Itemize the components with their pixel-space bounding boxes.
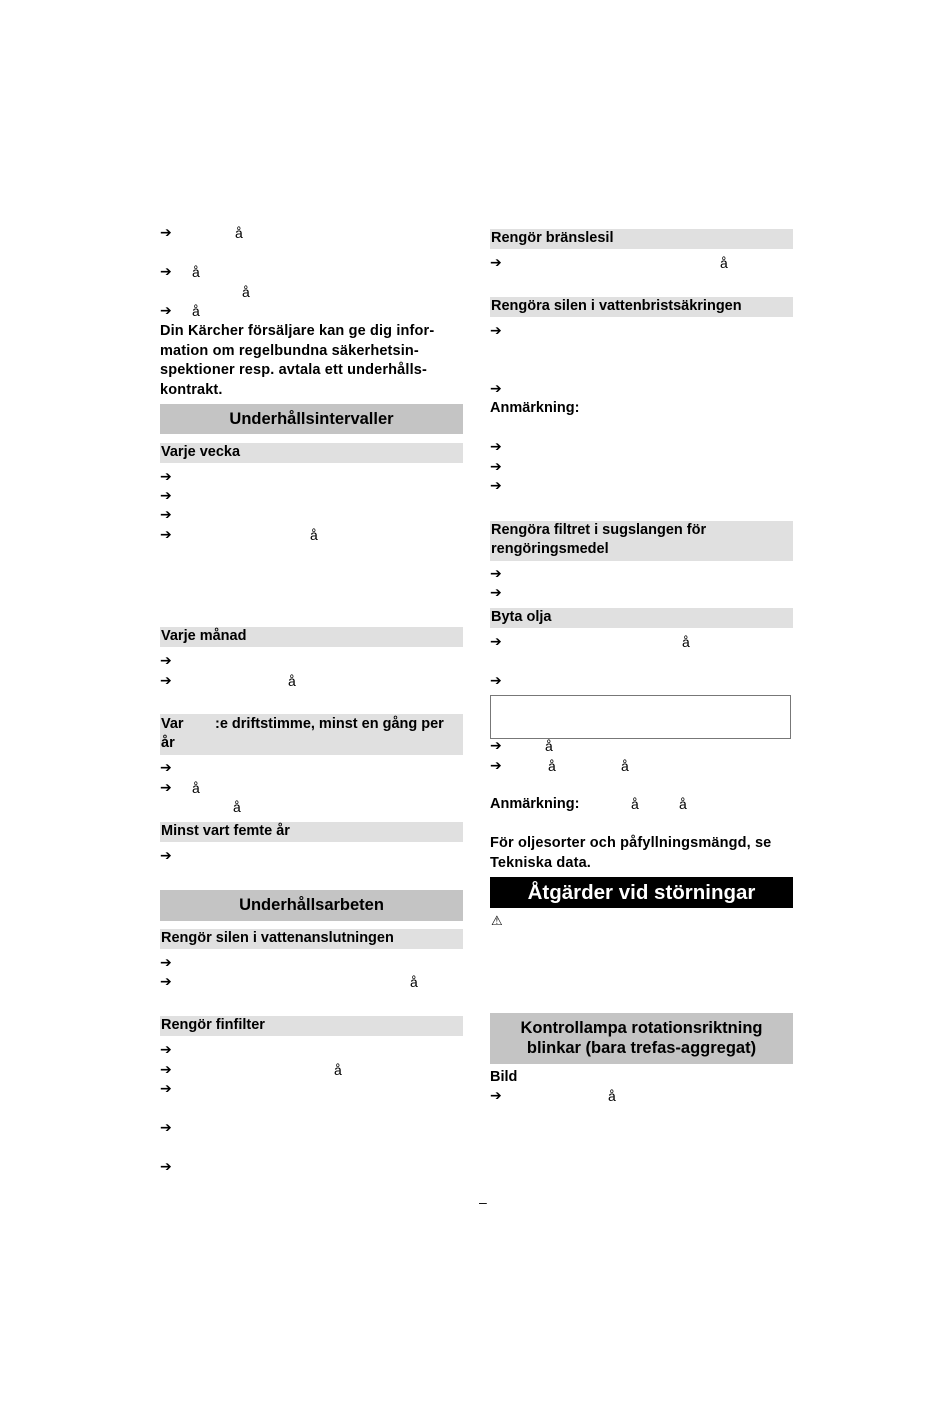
- subheading-oil-change: Byta olja: [490, 608, 793, 628]
- arrow-icon: ➔: [490, 758, 502, 774]
- subheading-water-connection-strainer: Rengör silen i vattenanslutningen: [160, 929, 463, 949]
- subheading-part: :e driftstimme, minst en gång per: [215, 716, 444, 732]
- arrow-icon: ➔: [160, 225, 172, 241]
- arrow-icon: ➔: [160, 974, 172, 990]
- paragraph-line: Din Kärcher försäljare kan ge dig infor-: [160, 323, 435, 339]
- heading-line: blinkar (bara trefas-aggregat): [526, 1039, 757, 1057]
- arrow-icon: ➔: [490, 738, 502, 754]
- subheading-water-shortage-strainer: Rengöra silen i vattenbristsäkringen: [490, 297, 793, 317]
- arrow-icon: ➔: [160, 1042, 172, 1058]
- section-heading-maintenance-intervals: Underhållsintervaller: [160, 404, 463, 434]
- glyph-fragment: å: [242, 284, 250, 300]
- subheading-part: år: [161, 735, 175, 751]
- arrow-icon: ➔: [160, 507, 172, 523]
- arrow-icon: ➔: [490, 566, 502, 582]
- arrow-icon: ➔: [490, 585, 502, 601]
- glyph-fragment: å: [548, 758, 556, 774]
- arrow-icon: ➔: [490, 673, 502, 689]
- section-heading-rotation-indicator: [490, 1013, 793, 1064]
- arrow-icon: ➔: [160, 488, 172, 504]
- subheading-part: Var: [161, 716, 184, 732]
- notice-box: [490, 695, 791, 739]
- glyph-fragment: å: [192, 780, 200, 796]
- subheading-detergent-filter: [490, 521, 793, 561]
- arrow-icon: ➔: [160, 673, 172, 689]
- paragraph-line: mation om regelbundna säkerhetsin-: [160, 342, 419, 359]
- glyph-fragment: å: [192, 264, 200, 280]
- section-heading-troubleshooting: Åtgärder vid störningar: [490, 877, 793, 908]
- glyph-fragment: å: [233, 799, 241, 815]
- paragraph-line: spektioner resp. avtala ett underhålls-: [160, 362, 427, 378]
- glyph-fragment: å: [288, 673, 296, 689]
- paragraph-line: kontrakt.: [160, 381, 223, 398]
- arrow-icon: ➔: [490, 439, 502, 455]
- arrow-icon: ➔: [490, 478, 502, 494]
- arrow-icon: ➔: [490, 323, 502, 339]
- arrow-icon: ➔: [160, 780, 172, 796]
- glyph-fragment: å: [679, 796, 687, 812]
- dealer-info-paragraph: [160, 322, 465, 400]
- arrow-icon: ➔: [490, 255, 502, 271]
- arrow-icon: ➔: [490, 459, 502, 475]
- glyph-fragment: å: [192, 303, 200, 319]
- glyph-fragment: å: [310, 527, 318, 543]
- subheading-monthly: Varje månad: [160, 627, 463, 647]
- arrow-icon: ➔: [160, 653, 172, 669]
- glyph-fragment: å: [545, 738, 553, 754]
- subheading-line: rengöringsmedel: [491, 541, 609, 557]
- arrow-icon: ➔: [160, 469, 172, 485]
- glyph-fragment: å: [720, 255, 728, 271]
- arrow-icon: ➔: [160, 303, 172, 319]
- subheading-yearly: [160, 714, 463, 755]
- arrow-icon: ➔: [160, 955, 172, 971]
- subheading-every-fifth-year: Minst vart femte år: [160, 822, 463, 842]
- arrow-icon: ➔: [490, 381, 502, 397]
- arrow-icon: ➔: [160, 1120, 172, 1136]
- subheading-fuel-strainer: Rengör bränslesil: [490, 229, 793, 249]
- glyph-fragment: å: [235, 225, 243, 241]
- arrow-icon: ➔: [490, 634, 502, 650]
- page-number-dash: –: [479, 1194, 487, 1210]
- subheading-weekly: Varje vecka: [160, 443, 463, 463]
- glyph-fragment: å: [410, 974, 418, 990]
- note-label: Anmärkning:: [490, 796, 580, 812]
- heading-line: Kontrollampa rotationsriktning: [520, 1019, 763, 1037]
- oil-info-paragraph: [490, 834, 795, 873]
- paragraph-line: För oljesorter och påfyllningsmängd, se: [490, 835, 772, 851]
- arrow-icon: ➔: [160, 1062, 172, 1078]
- paragraph-line: Tekniska data.: [490, 854, 591, 871]
- arrow-icon: ➔: [160, 848, 172, 864]
- glyph-fragment: å: [621, 758, 629, 774]
- glyph-fragment: å: [631, 796, 639, 812]
- warning-icon: ⚠: [491, 914, 503, 929]
- subheading-fine-filter: Rengör finfilter: [160, 1016, 463, 1036]
- arrow-icon: ➔: [490, 1088, 502, 1104]
- arrow-icon: ➔: [160, 1081, 172, 1097]
- arrow-icon: ➔: [160, 264, 172, 280]
- subheading-line: Rengöra filtret i sugslangen för: [491, 522, 707, 538]
- arrow-icon: ➔: [160, 1159, 172, 1175]
- arrow-icon: ➔: [160, 760, 172, 776]
- glyph-fragment: å: [334, 1062, 342, 1078]
- glyph-fragment: å: [682, 634, 690, 650]
- arrow-icon: ➔: [160, 527, 172, 543]
- figure-label: Bild: [490, 1069, 518, 1085]
- section-heading-maintenance-work: Underhållsarbeten: [160, 890, 463, 921]
- glyph-fragment: å: [608, 1088, 616, 1104]
- note-label: Anmärkning:: [490, 400, 580, 416]
